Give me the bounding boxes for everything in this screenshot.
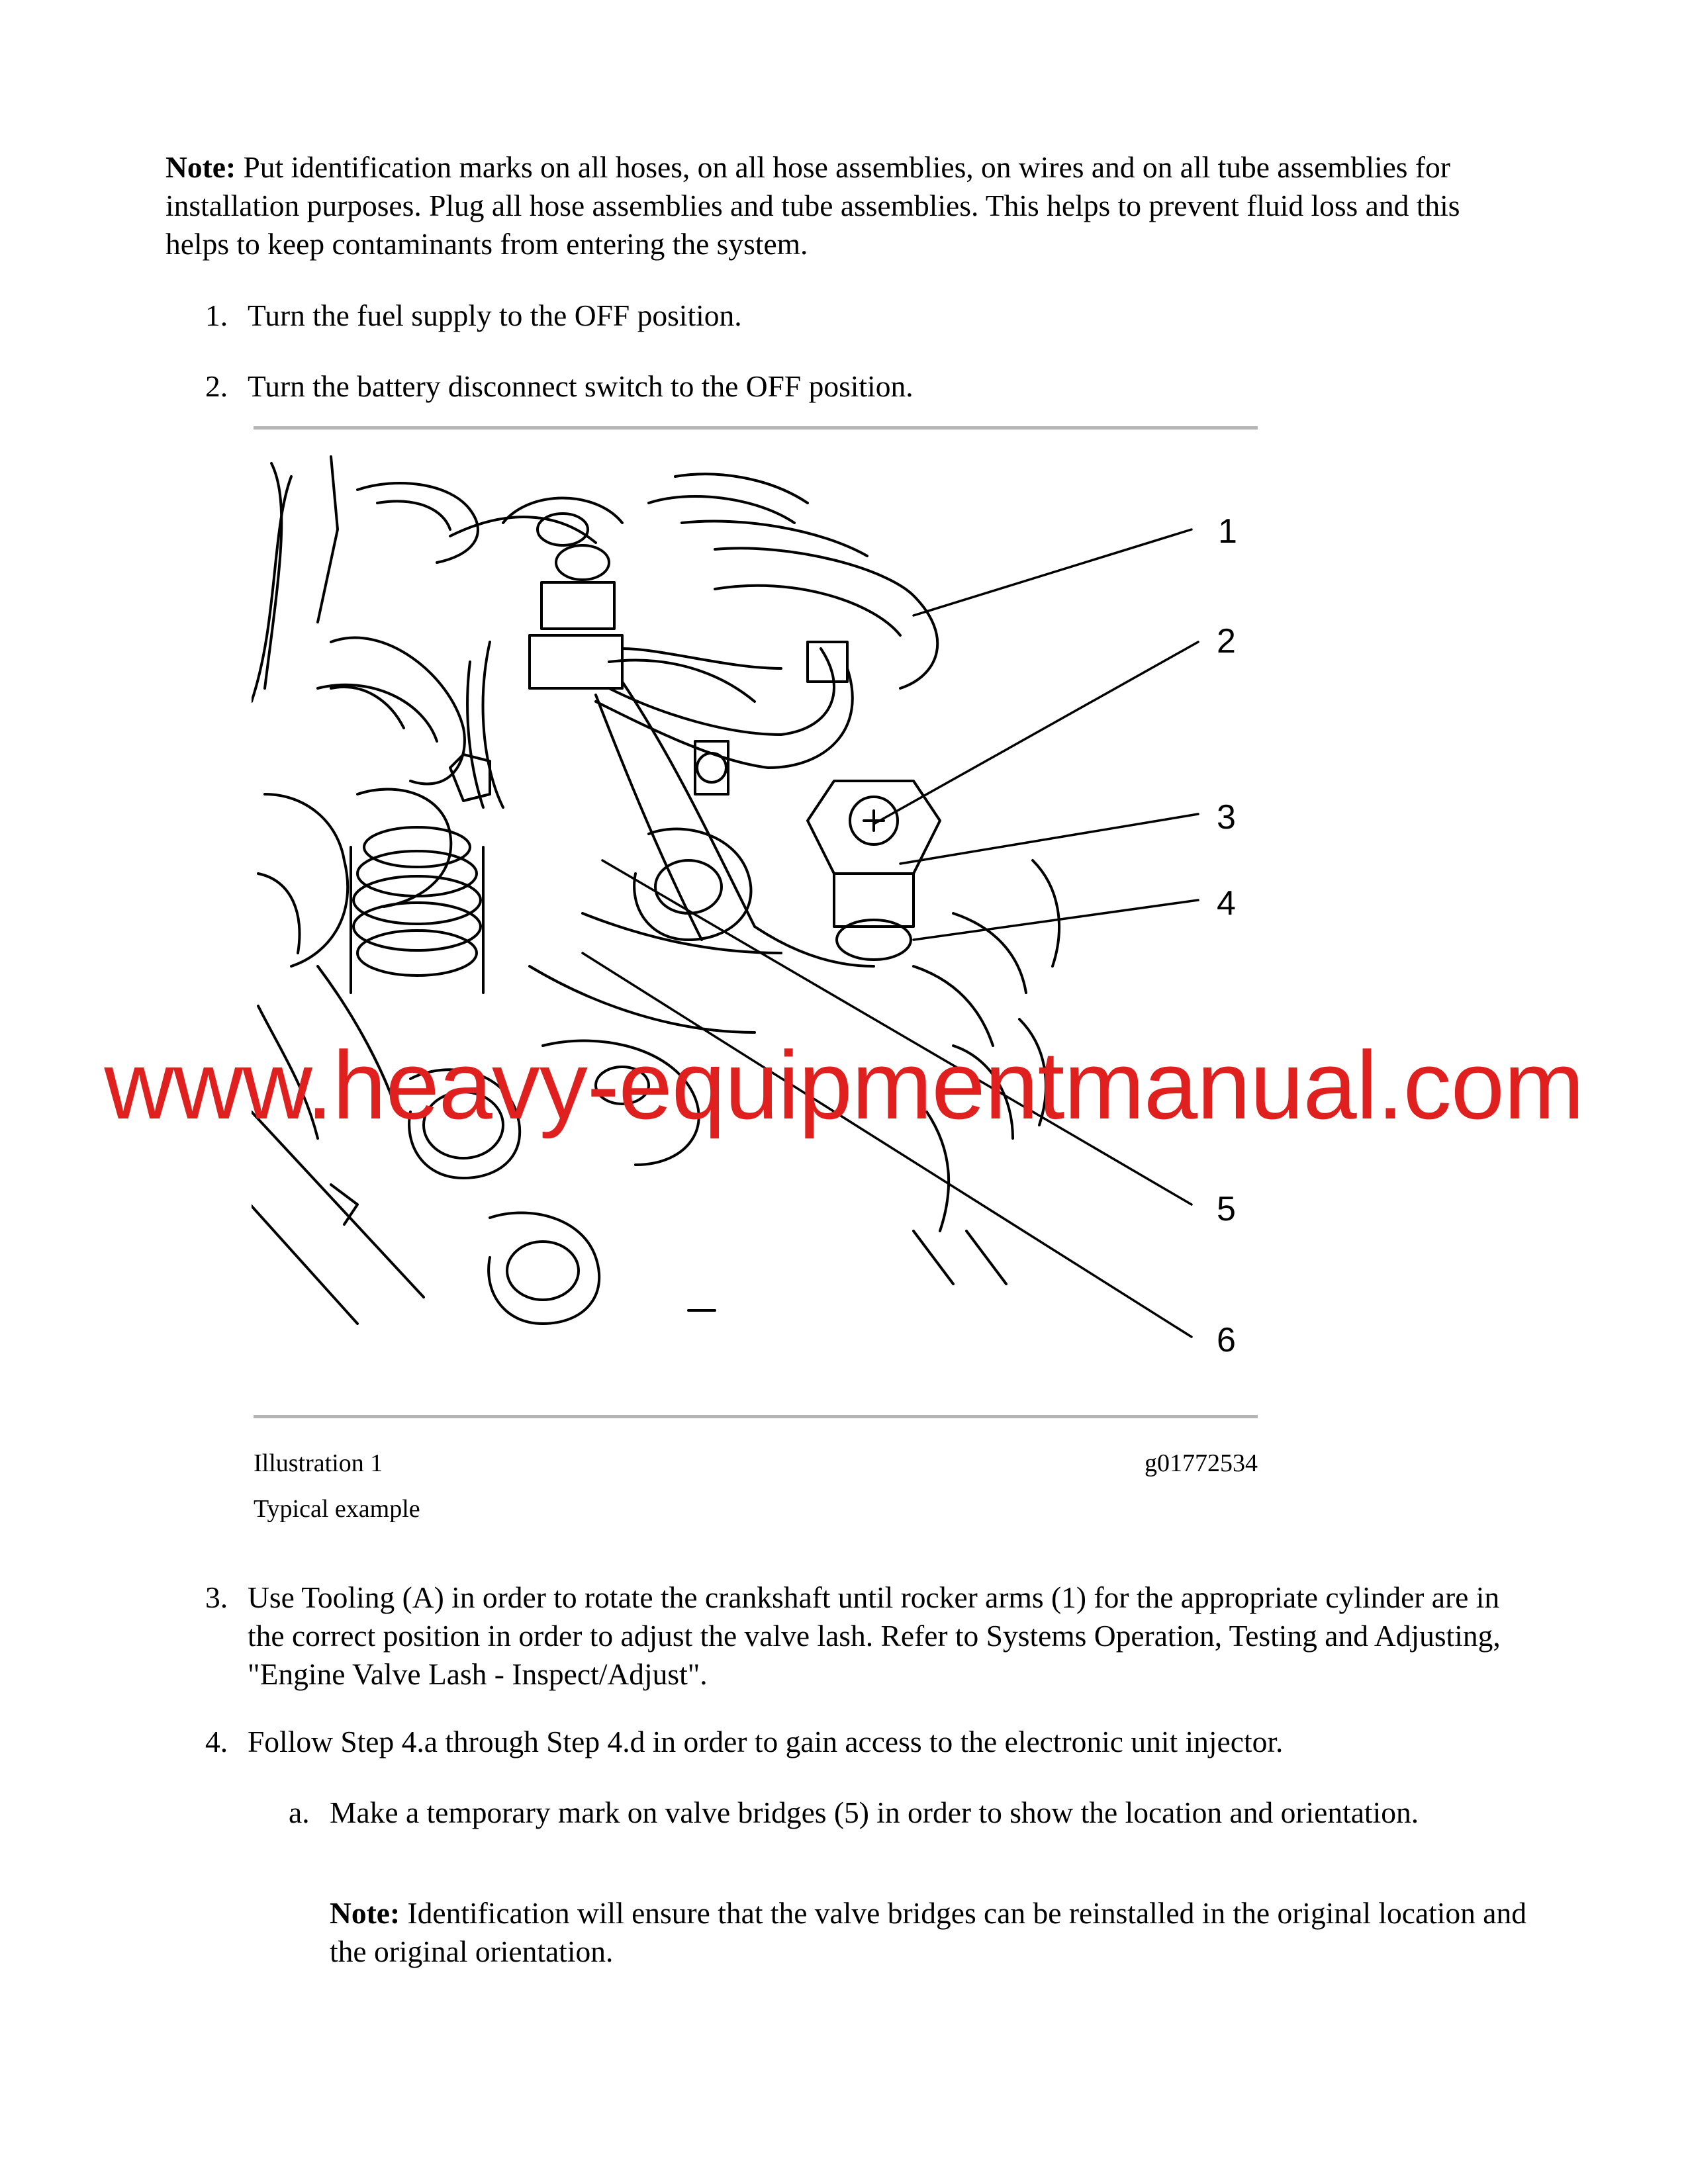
figure-bottom-rule [254,1415,1258,1418]
callout-2: 2 [1217,622,1236,660]
step-text: Turn the fuel supply to the OFF position. [248,298,742,332]
step-text: Turn the battery disconnect switch to the OFF position. [248,369,914,403]
step-number: 2. [205,369,228,403]
watermark-url: www.heavy-equipmentmanual.com [104,1031,1584,1139]
leader-lines [583,529,1198,1337]
callout-3: 3 [1217,798,1236,837]
illustration-subcaption: Typical example [254,1495,420,1523]
callout-4: 4 [1217,884,1236,923]
step-text: Follow Step 4.a through Step 4.d in order to gain access to the electronic unit injector. [248,1725,1284,1758]
callout-1: 1 [1218,512,1237,551]
note-paragraph [165,148,1509,263]
note-text: Put identification marks on all hoses, on all hose assemblies, on wires and on all tube assemblies for installation purposes. Plug all hose assemblies and tube assemblies. This helps to prevent fluid loss and this helps to keep contaminants from entering the system. [165,150,1460,261]
note-text: Identification will ensure that the valve bridges can be reinstalled in the original location and the original orientation. [330,1896,1527,1968]
engine-illustration [252,450,1258,1403]
illustration-id: g01772534 [1145,1449,1258,1477]
figure-top-rule [254,426,1258,430]
callout-6: 6 [1217,1321,1236,1359]
step-number: 3. [205,1580,228,1614]
callout-numbers [1217,512,1237,1359]
substep-note [330,1894,1534,1971]
valve-mechanism-drawing [252,450,1258,1403]
step-number: 1. [205,298,228,332]
callout-5: 5 [1217,1190,1236,1228]
note-label: Note: [165,150,236,184]
substep-text: Make a temporary mark on valve bridges (5) in order to show the location and orientation. [330,1796,1419,1829]
illustration-caption: Illustration 1 [254,1449,383,1477]
note-label: Note: [330,1896,400,1930]
step-text: Use Tooling (A) in order to rotate the crankshaft until rocker arms (1) for the appropriate cylinder are in the correct position in order to adjust the valve lash. Refer to Systems Operation, Testing and Adjusting, "Engine Valve Lash - Inspect/Adjust". [248,1580,1501,1691]
step-number: 4. [205,1725,228,1758]
substep-letter: a. [289,1796,310,1829]
